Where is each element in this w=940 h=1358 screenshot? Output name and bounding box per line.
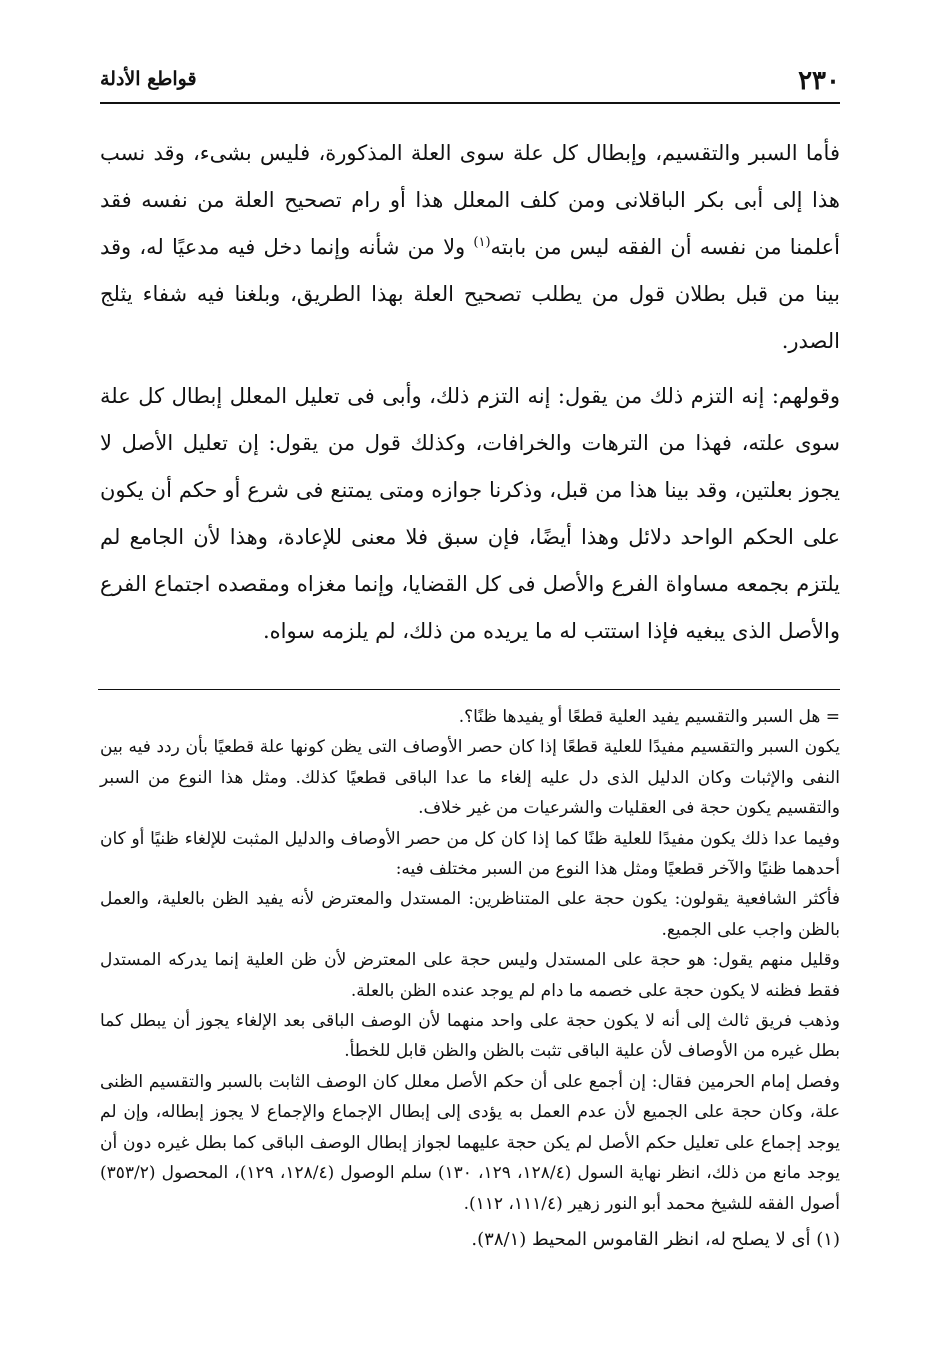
note-paragraph: وفيما عدا ذلك يكون مفيدًا للعلية ظنًا كما إذا كان كل من حصر الأوصاف والدليل المثبت للإلغاء ظنيًا أو كان أحدهما ظنيًا والآخر قطعيًا ومثل هذا النوع من السبر مختلف فيه:	[100, 828, 840, 880]
note-paragraph: وفصل إمام الحرمين فقال: إن أجمع على أن حكم الأصل معلل كان الوصف الثابت بالسبر والتقسيم الظنى علة، وكان حجة على الجميع لأن عدم العمل به يؤدى إلى إبطال الإجماع والإجماع لا يجوز إبطاله، وإن لم يوجد إجماع على تعليل حكم الأصل لم يكن حجة عليهما لجواز إبطال الوصف الباقى كما بطل غيره دون أن يوجد مانع من ذلك، انظر نهاية السول (١٢٨/٤، ١٢٩، ١٣٠) سلم الوصول (١٢٨/٤، ١٢٩)، المحصول (٣٥٣/٢) أصول الفقه للشيخ محمد أبو النور زهير (١١١/٤، ١١٢).	[100, 1071, 841, 1214]
book-title: قواطع الأدلة	[100, 68, 197, 90]
note-paragraph: وقليل منهم يقول: هو حجة على المستدل وليس حجة على المعترض لأن ظن العلية إنما يدركه المستدل فقط فظنه لا يكون حجة على خصمه ما دام لم يوجد عنده الظن بالعلة.	[100, 950, 840, 1001]
footnote-1: (١) أى لا يصلح له، انظر القاموس المحيط (٣٨/١).	[471, 1228, 840, 1250]
page-number: ٢٣٠	[798, 66, 840, 96]
page	[100, 58, 840, 1255]
note-paragraph: وذهب فريق ثالث إلى أنه لا يكون حجة على واحد منهما لأن الوصف الباقى بعد الإلغاء يجوز أن يبطل كما بطل غيره من الأوصاف لأن علية الباقى تثبت بالظن والظن قابل للخطأ.	[100, 1011, 840, 1062]
paragraph-1-part-1: فأما السبر والتقسيم، وإبطال كل علة سوى العلة المذكورة، فليس بشىء، وقد نسب هذا إلى أبى بكر الباقلانى ومن كلف المعلل هذا أو رام تصحيح العلة من نفسه فقد أعلمنا من نفسه أن الفقه ليس من بابته	[100, 141, 840, 259]
main-text	[100, 130, 840, 655]
paragraph-1-part-2: ولا من شأنه وإنما دخل فيه مدعيًا له، وقد بينا من قبل بطلان قول من يطلب تصحيح العلة بهذا الطريق، وبلغنا فيه شفاء يثلج الصدر.	[100, 235, 840, 353]
paragraph-2: وقولهم: إنه التزم ذلك من يقول: إنه التزم ذلك، وأبى فى تعليل المعلل إبطال كل علة سوى علته، فهذا من الترهات والخرافات، وكذلك قول من يقول: إن تعليل الأصل لا يجوز بعلتين، وقد بينا هذا من قبل، وذكرنا جوازه ومتى يمتنع فى شرع أو حكم أن يكون على الحكم الواحد دلائل وهذا أيضًا، فإن سبق فلا معنى للإعادة، وهذا لأن الجامع لم يلتزم بجمعه مساواة الفرع والأصل فى كل القضايا، وإنما مغزاه ومقصده اجتماع الفرع والأصل الذى يبغيه فإذا استتب له ما يريده من ذلك، لم يلزمه سواه.	[100, 384, 840, 643]
note-paragraph: يكون السبر والتقسيم مفيدًا للعلية قطعًا إذا كان حصر الأوصاف التى يظن كونها علة قطعيًا بأن ردد فيه بين النفى والإثبات وكان الدليل الذى دل عليه إلغاء ما عدا الباقى قطعيًا كذلك. ومثل هذا النوع من السبر والتقسيم يكون حجة فى العقليات والشرعيات من غير خلاف.	[100, 737, 840, 819]
paragraph-1	[100, 130, 840, 365]
footnote-reference[interactable]: (١)	[473, 235, 491, 250]
page-header	[100, 58, 840, 104]
footnote-separator	[98, 689, 840, 690]
note-paragraph: فأكثر الشافعية يقولون: يكون حجة على المتناظرين: المستدل والمعترض لأنه يفيد الظن بالعلية، والعمل بالظن واجب على الجميع.	[100, 889, 840, 940]
continued-notes	[100, 702, 840, 1219]
note-paragraph: = هل السبر والتقسيم يفيد العلية قطعًا أو يفيدها ظنًا؟.	[458, 707, 840, 727]
